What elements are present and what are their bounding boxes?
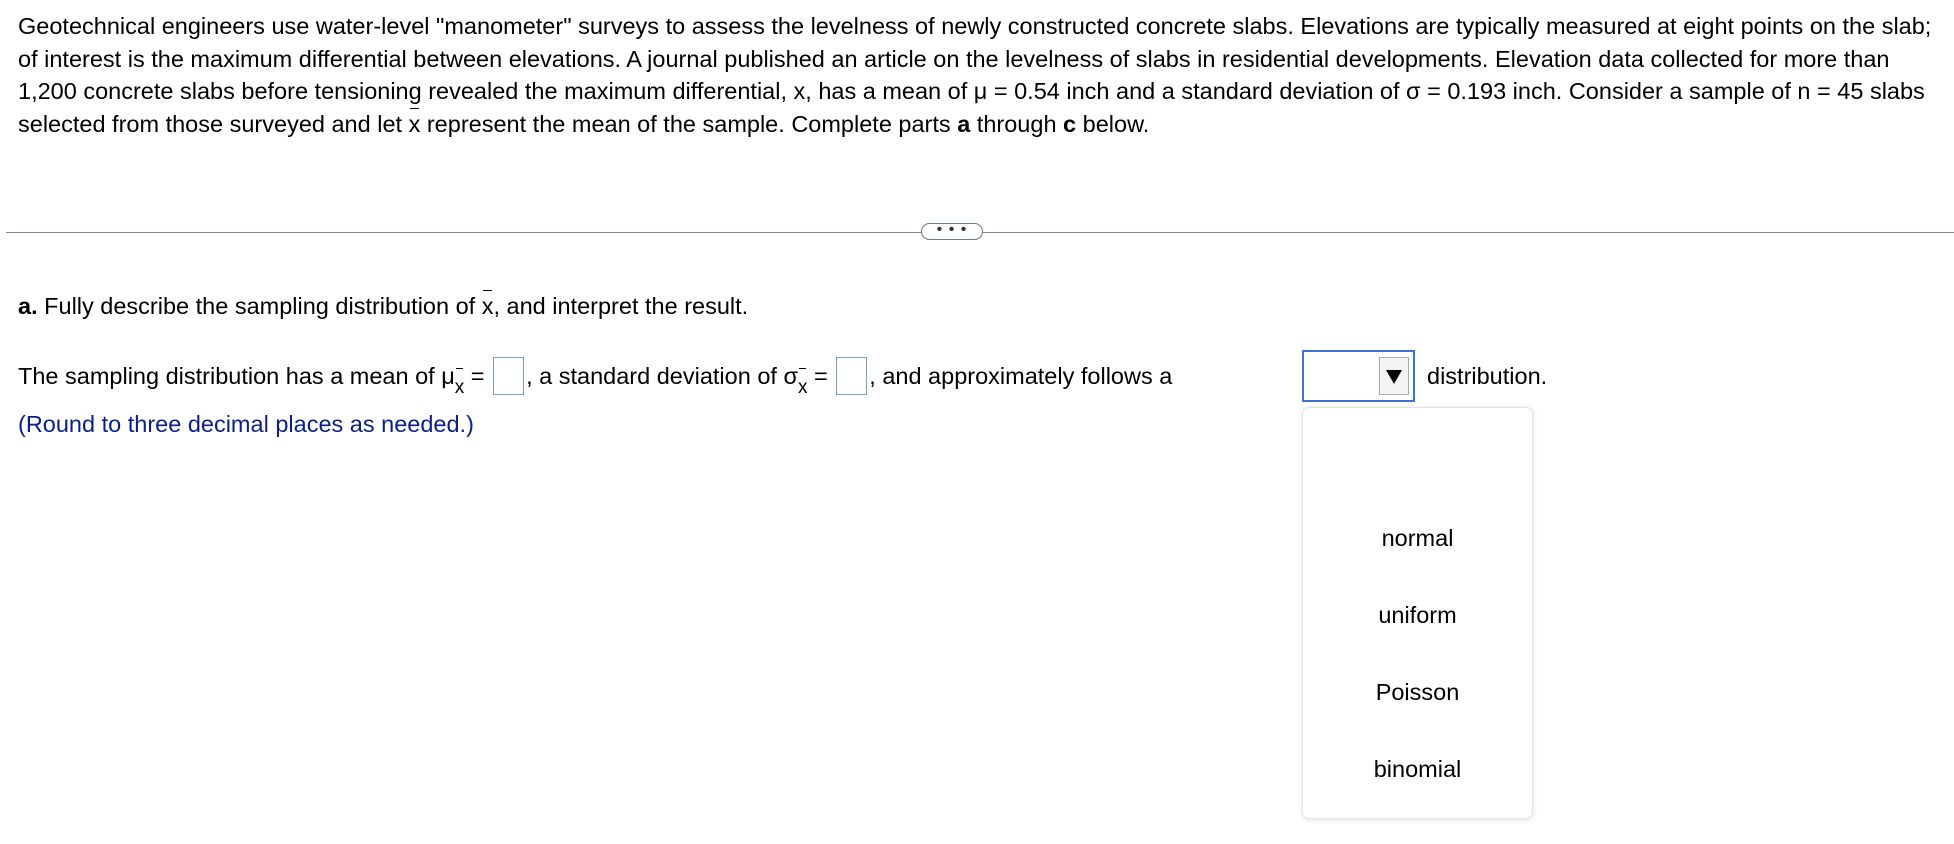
x-bar-subscript: x [455, 368, 465, 408]
problem-statement [18, 10, 1938, 140]
menu-option-normal[interactable]: normal [1381, 525, 1454, 551]
answer-text-2: , a standard deviation of [526, 363, 784, 389]
below-text: below. [1076, 110, 1150, 137]
part-a-label: a. [18, 293, 38, 319]
menu-option-binomial[interactable]: binomial [1373, 756, 1462, 782]
through-text: through [970, 110, 1064, 137]
mu-xbar-symbol [441, 356, 464, 399]
answer-line [18, 356, 1172, 399]
x-bar-symbol: x [482, 290, 494, 322]
mean-answer-box[interactable] [493, 357, 524, 395]
expand-button[interactable]: • • • [921, 223, 983, 240]
dropdown-toggle[interactable] [1379, 357, 1409, 395]
sd-answer-box[interactable] [836, 357, 867, 395]
part-a-text: Fully describe the sampling distribution of [37, 293, 482, 319]
part-a-ref: a [957, 110, 971, 137]
equals-sign: = [464, 363, 492, 389]
triangle-down-icon [1386, 370, 1402, 384]
distribution-dropdown[interactable] [1302, 350, 1415, 402]
part-c-ref: c [1063, 110, 1077, 137]
answer-text-3: , and approximately follows a [869, 363, 1173, 389]
rounding-hint: (Round to three decimal places as needed.) [18, 411, 474, 437]
sigma-symbol: σ [783, 363, 798, 389]
sigma-xbar-symbol [783, 356, 807, 399]
x-bar-symbol: x [409, 108, 421, 141]
distribution-label: distribution. [1427, 363, 1548, 389]
x-bar-subscript: x [798, 368, 808, 408]
part-a-question [18, 290, 748, 322]
menu-option-poisson[interactable]: Poisson [1375, 679, 1460, 705]
problem-outro: represent the mean of the sample. Complete parts [420, 110, 958, 137]
mu-symbol: μ [441, 363, 455, 389]
answer-text-1: The sampling distribution has a mean of [18, 363, 442, 389]
problem-intro: Geotechnical engineers use water-level "manometer" surveys to assess the levelness of newly constructed concrete slabs. Elevations are typically measured at eight points on the slab; of interest is the maximum differential between elevations. A journal published an article on the levelness of slabs in residential developments. Elevation data collected for more than 1,200 concrete slabs before tensioning revealed the maximum differential, x, has a mean of μ = 0.54 inch and a standard deviation of σ = 0.193 inch. Consider a sample of n = 45 slabs selected from those surveyed and let [18, 13, 1932, 137]
dropdown-menu [1302, 407, 1533, 819]
part-a-text-end: , and interpret the result. [493, 293, 749, 319]
menu-option-uniform[interactable]: uniform [1378, 602, 1457, 628]
equals-sign: = [807, 363, 835, 389]
